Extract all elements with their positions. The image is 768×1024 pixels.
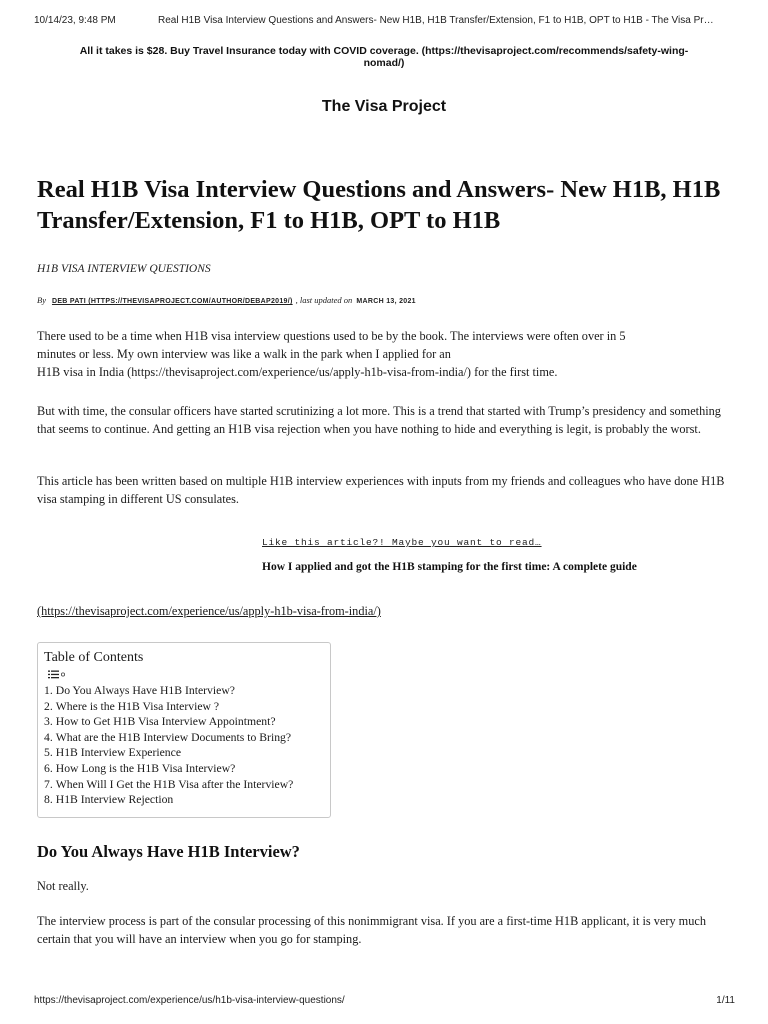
toc-item[interactable] xyxy=(44,699,324,715)
updated-date: MARCH 13, 2021 xyxy=(356,298,416,305)
h1b-india-link[interactable]: H1B visa in India (https://thevisaproject.com/experience/us/apply-h1b-visa-from-india/) for the first time. xyxy=(37,365,558,379)
intro-line-1: There used to be a time when H1B visa interview questions used to be by the book. The interviews were often over in 5 xyxy=(37,329,626,343)
byline-updated-label: , last updated on xyxy=(295,295,353,305)
toc-item-number: 7. xyxy=(44,777,53,791)
intro-line-2: minutes or less. My own interview was like a walk in the park when I applied for an xyxy=(37,347,451,361)
related-article-link[interactable]: How I applied and got the H1B stamping for the first time: A complete guide xyxy=(262,561,637,573)
print-url: https://thevisaproject.com/experience/us/h1b-visa-interview-questions/ xyxy=(34,995,345,1006)
toc-item[interactable] xyxy=(44,730,324,746)
toc-item-link[interactable]: When Will I Get the H1B Visa after the Interview? xyxy=(55,777,294,791)
page-number: 1/11 xyxy=(716,995,735,1006)
toc-item-number: 8. xyxy=(44,793,53,807)
print-page-title: Real H1B Visa Interview Questions and Answers- New H1B, H1B Transfer/Extension, F1 to H1B, OPT to H1B - The Visa Pr… xyxy=(158,15,714,26)
byline-by: By xyxy=(37,295,46,305)
toc-item-link[interactable]: Where is the H1B Visa Interview ? xyxy=(55,699,220,713)
toc-item[interactable] xyxy=(44,745,324,761)
list-icon xyxy=(48,670,66,679)
toc-item-link[interactable]: How to Get H1B Visa Interview Appointment? xyxy=(55,715,276,729)
toc-item-number: 6. xyxy=(44,761,53,775)
intro-paragraph xyxy=(37,327,733,381)
toc-item[interactable] xyxy=(44,714,324,730)
toc-item-link[interactable]: How Long is the H1B Visa Interview? xyxy=(55,761,236,775)
toc-item-link[interactable]: H1B Interview Rejection xyxy=(55,793,174,807)
toc-list xyxy=(44,683,324,808)
section-paragraph-1: Not really. xyxy=(37,879,89,893)
byline xyxy=(37,295,416,305)
toc-item-link[interactable]: Do You Always Have H1B Interview? xyxy=(55,684,235,697)
paragraph-scrutiny: But with time, the consular officers have started scrutinizing a lot more. This is a trend that started with Trump’s presidency and something that seems to continue. And getting an H1B visa rejection when you have nothing to hide and everything is legit, is probably the worst. xyxy=(37,404,721,436)
promo-banner-link[interactable]: All it takes is $28. Buy Travel Insurance today with COVID coverage. (https://thevisaproject.com/recommends/safety-wing-nomad/) xyxy=(79,45,689,69)
paragraph-sources: This article has been written based on multiple H1B interview experiences with inputs from my friends and colleagues who have done H1B visa stamping in different US consulates. xyxy=(37,474,725,506)
toc-item-number: 2. xyxy=(44,699,53,713)
related-article-url[interactable]: (https://thevisaproject.com/experience/us/apply-h1b-visa-from-india/) xyxy=(37,604,381,618)
site-title[interactable]: The Visa Project xyxy=(321,98,447,115)
section-paragraph-2: The interview process is part of the consular processing of this nonimmigrant visa. If you are a first-time H1B applicant, it is very much certain that you will have an interview when you go for stamping. xyxy=(37,914,706,946)
toc-item[interactable] xyxy=(44,777,324,793)
author-link[interactable]: DEB PATI (HTTPS://THEVISAPROJECT.COM/AUTHOR/DEBAP2019/) xyxy=(51,298,293,305)
toc-item-number: 4. xyxy=(44,730,53,744)
print-date: 10/14/23, 9:48 PM xyxy=(34,15,116,26)
related-label: Like this article?! Maybe you want to read… xyxy=(262,537,542,548)
table-of-contents xyxy=(37,642,331,818)
toc-item-number: 3. xyxy=(44,715,53,729)
article-title: Real H1B Visa Interview Questions and Answers- New H1B, H1B Transfer/Extension, F1 to H1B, OPT to H1B xyxy=(37,176,721,234)
toc-item-number: 1. xyxy=(44,684,53,697)
toc-item[interactable] xyxy=(44,792,324,808)
section-heading: Do You Always Have H1B Interview? xyxy=(37,842,300,861)
category-link[interactable]: H1B VISA INTERVIEW QUESTIONS xyxy=(37,263,211,275)
toc-title: Table of Contents xyxy=(44,650,144,665)
toc-item-link[interactable]: What are the H1B Interview Documents to Bring? xyxy=(55,730,292,744)
toc-item[interactable] xyxy=(44,683,324,699)
toc-item-number: 5. xyxy=(44,746,53,760)
toc-toggle-button[interactable] xyxy=(48,668,324,680)
toc-item-link[interactable]: H1B Interview Experience xyxy=(55,746,182,760)
toc-item[interactable] xyxy=(44,761,324,777)
